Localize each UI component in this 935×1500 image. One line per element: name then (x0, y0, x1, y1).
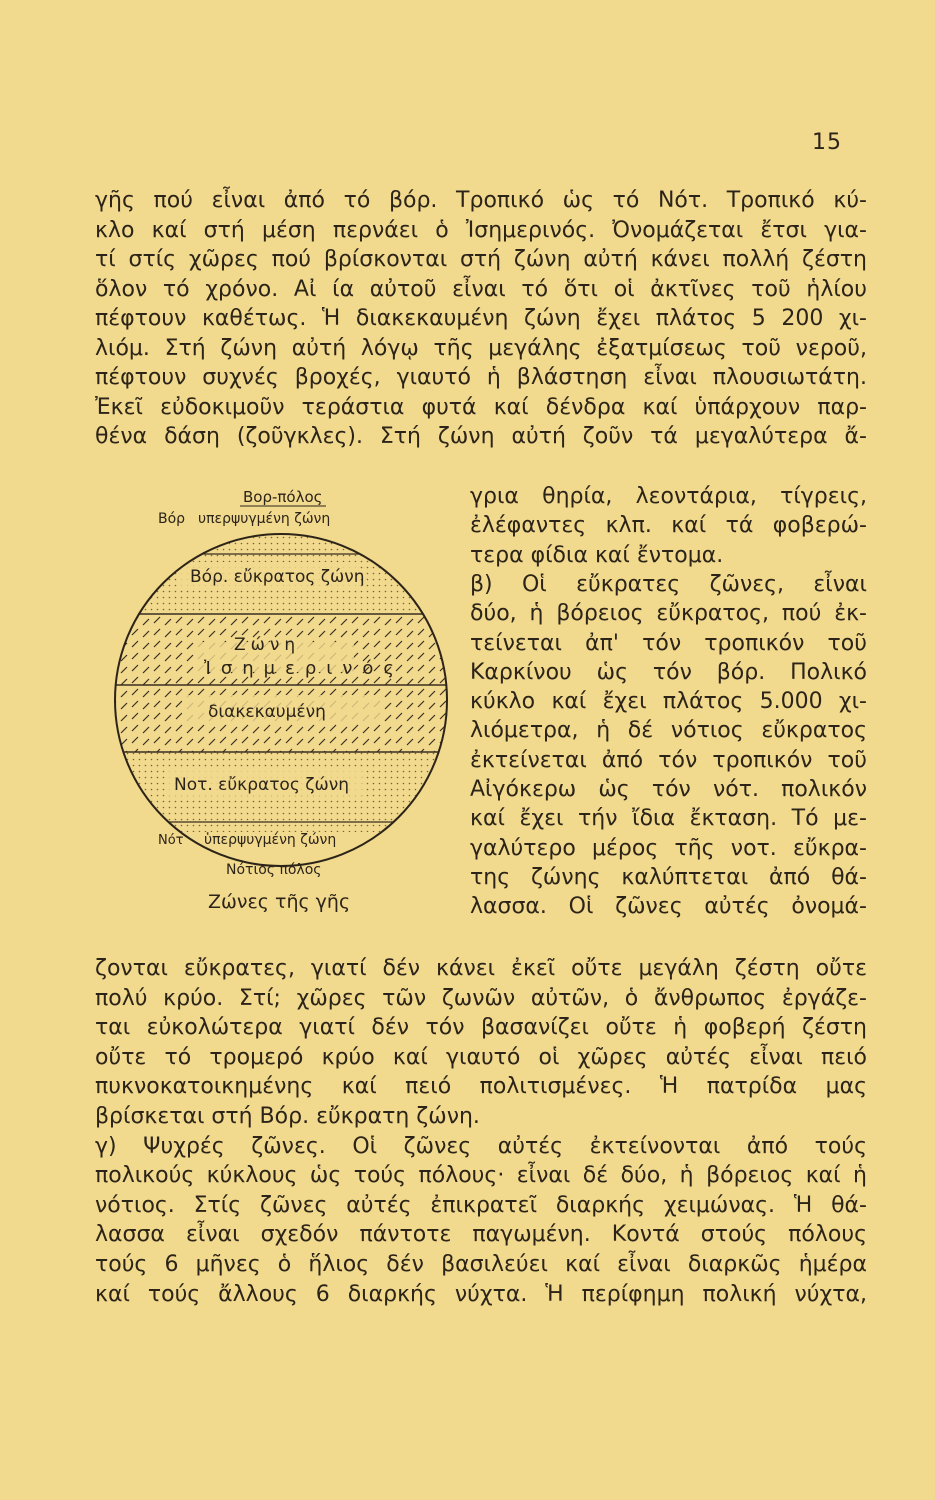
south-pole-label: Νότιος πόλος (226, 862, 322, 878)
text-line: πολύ κρύο. Στί; χῶρες τῶν ζωνῶν αὐτῶν, ὁ ἄνθρωπος ἐργάζε- (95, 985, 867, 1011)
text-line: κύκλο καί ἔχει πλάτος 5.000 χι- (470, 689, 867, 715)
text-line: της ζώνης καλύπτεται ἀπό θά- (470, 864, 867, 890)
text-line: καί τούς ἄλλους 6 διαρκής νύχτα. Ἡ περίφημη πολική νύχτα, (95, 1281, 867, 1307)
earth-zones-figure (108, 482, 458, 922)
text-line: πολικούς κύκλους ὡς τούς πόλους· εἶναι δέ δύο, ἡ βόρειος καί ἡ (95, 1163, 867, 1189)
north-frigid-prefix-label: Βόρ (158, 511, 186, 527)
text-line: λιόμετρα, ἡ δέ νότιος εὔκρατος (470, 718, 867, 744)
text-line: λασσα. Οἱ ζῶνες αὐτές ὀνομά- (470, 894, 867, 920)
text-line: κλο καί στή μέση περνάει ὁ Ἰσημερινός. Ὀνομάζεται ἔτσι για- (95, 217, 867, 243)
text-line: τείνεται ἀπ' τόν τροπικόν τοῦ (470, 630, 867, 656)
text-line: ζονται εὔκρατες, γιατί δέν κάνει ἐκεῖ οὔτε μεγάλη ζέστη οὔτε (95, 956, 867, 981)
text-line: λασσα εἶναι σχεδόν πάντοτε παγωμένη. Κοντά στούς πόλους (95, 1222, 867, 1248)
text-line: θένα δάση (ζοῦγκλες). Στή ζώνη αὐτή ζοῦν τά μεγαλύτερα ἄ- (95, 424, 867, 449)
text-line: Ἐκεῖ εὐδοκιμοῦν τεράστια φυτά καί δένδρα καί ὑπάρχουν παρ- (95, 394, 867, 420)
text-line: δύο, ἡ βόρειος εὔκρατος, πού ἐκ- (470, 601, 867, 627)
text-line: β) Οἱ εὔκρατες ζῶνες, εἶναι (470, 571, 867, 597)
north-frigid-zone-label: υπερψυγμένη ζώνη (198, 511, 331, 527)
page-number: 15 (812, 130, 842, 155)
text-line: νότιος. Στίς ζῶνες αὐτές ἐπικρατεῖ διαρκής χειμώνας. Ἡ θά- (95, 1192, 867, 1218)
equator-label: Ἰσημερινός (204, 658, 404, 679)
earth-zones-diagram (108, 482, 458, 882)
text-line: οὔτε τό τρομερό κρύο καί γιαυτό οἱ χῶρες αὐτές εἶναι πειό (95, 1044, 867, 1070)
text-line: καί ἔχει τήν ἴδια ἔκταση. Τό με- (470, 806, 867, 832)
text-line: ἐκτείνεται ἀπό τόν τροπικόν τοῦ (470, 747, 867, 773)
torrid-zone-label: Ζώνη (234, 635, 301, 655)
south-temperate-zone-label: Νοτ. εὔκρατος ζώνη (174, 775, 349, 795)
text-line: πέφτουν καθέτως. Ἡ διακεκαυμένη ζώνη ἔχει πλάτος 5 200 χι- (95, 306, 867, 331)
text-line: ὅλον τό χρόνο. Αἰ ία αὐτοῦ εἶναι τό ὅτι οἱ ἀκτῖνες τοῦ ἡλίου (95, 276, 867, 302)
figure-caption: Ζώνες τῆς γῆς (208, 891, 351, 913)
south-frigid-zone-label: ὑπερψυγμένη ζώνη (204, 832, 337, 848)
text-line: πέφτουν συχνές βροχές, γιαυτό ἡ βλάστηση εἶναι πλουσιωτάτη. (95, 365, 867, 390)
text-line: γῆς πού εἶναι ἀπό τό βόρ. Τροπικό ὡς τό Νότ. Τροπικό κύ- (95, 188, 867, 213)
text-line: τί στίς χῶρες πού βρίσκονται στή ζώνη αὐτή κάνει πολλή ζέστη (95, 247, 867, 272)
north-pole-label: Βορ-πόλος (243, 488, 323, 506)
text-line: γαλύτερο μέρος τῆς νοτ. εὔκρα- (470, 835, 867, 861)
text-line: ἐλέφαντες κλπ. καί τά φοβερώ- (470, 513, 867, 539)
text-line: βρίσκεται στή Βόρ. εὔκρατη ζώνη. (95, 1104, 480, 1129)
text-line: ται εὐκολώτερα γιατί δέν τόν βασανίζει οὔτε ἡ φοβερή ζέστη (95, 1015, 867, 1041)
text-line: τούς 6 μῆνες ὁ ἥλιος δέν βασιλεύει καί εἶναι διαρκῶς ἡμέρα (95, 1252, 867, 1277)
text-line: γρια θηρία, λεοντάρια, τίγρεις, (470, 484, 867, 509)
text-line: Καρκίνου ὡς τόν βόρ. Πολικό (470, 659, 867, 685)
text-line: λιόμ. Στή ζώνη αὐτή λόγῳ τῆς μεγάλης ἐξατμίσεως τοῦ νεροῦ, (95, 335, 867, 361)
north-temperate-zone-label: Βόρ. εὔκρατος ζώνη (190, 567, 365, 587)
text-line: τερα φίδια καί ἔντομα. (470, 542, 724, 568)
text-line: πυκνοκατοικημένης καί πειό πολιτισμένες. Ἡ πατρίδα μας (95, 1074, 867, 1100)
text-line: γ) Ψυχρές ζῶνες. Οἱ ζῶνες αὐτές ἐκτείνονται ἀπό τούς (95, 1133, 867, 1159)
text-line: Αἰγόκερω ὡς τόν νότ. πολικόν (470, 777, 867, 802)
torrid-word-label: διακεκαυμένη (208, 702, 326, 722)
south-frigid-prefix-label: Νότ (158, 833, 184, 848)
